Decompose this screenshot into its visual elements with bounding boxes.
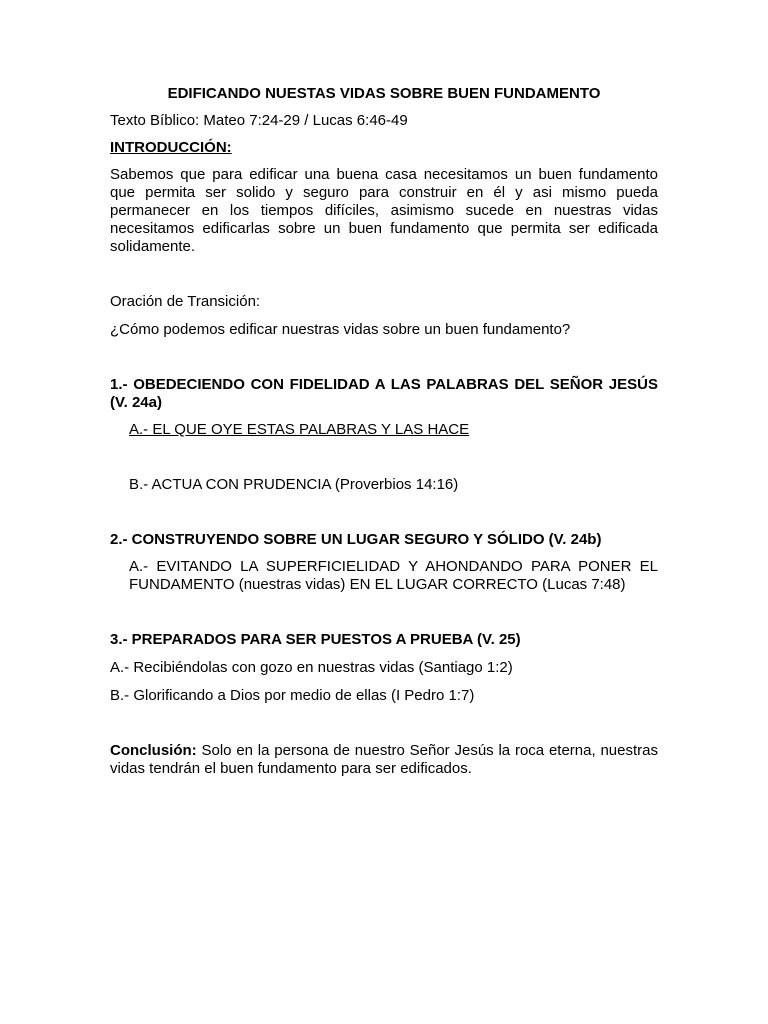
conclusion-label: Conclusión:: [110, 742, 197, 759]
point-3-subpoint-a: A.- Recibiéndolas con gozo en nuestras vidas (Santiago 1:2): [110, 659, 513, 676]
transition-question: ¿Cómo podemos edificar nuestras vidas sobre un buen fundamento?: [110, 321, 571, 338]
transition-label: Oración de Transición:: [110, 293, 261, 310]
intro-paragraph: Sabemos que para edificar una buena casa necesitamos un buen fundamento que permita ser solido y seguro para construir en él y asi mismo pueda permanecer en los tiempos difíciles, asimismo sucede en nuestras vidas necesitamos edificarlas sobre un buen fundamento que permita ser edificada solidamente.: [110, 166, 658, 255]
point-1-subpoint-a-text: A.- EL QUE OYE ESTAS PALABRAS Y LAS HACE: [129, 421, 470, 438]
point-1-subpoint-a: [110, 421, 658, 439]
point-1-subpoint-b: B.- ACTUA CON PRUDENCIA (Proverbios 14:16): [129, 476, 459, 493]
intro-heading: INTRODUCCIÓN:: [110, 139, 232, 156]
point-2-subpoint-a: A.- EVITANDO LA SUPERFICIELIDAD Y AHONDANDO PARA PONER EL FUNDAMENTO (nuestras vidas) EN EL LUGAR CORRECTO (Lucas 7:48): [129, 558, 658, 593]
point-3-heading: 3.- PREPARADOS PARA SER PUESTOS A PRUEBA (V. 25): [110, 631, 521, 648]
point-1-heading: 1.- OBEDECIENDO CON FIDELIDAD A LAS PALABRAS DEL SEÑOR JESÚS (V. 24a): [110, 376, 658, 411]
document-page: [110, 84, 658, 778]
bible-text-reference: Texto Bíblico: Mateo 7:24-29 / Lucas 6:46-49: [110, 112, 408, 129]
point-2-heading: 2.- CONSTRUYENDO SOBRE UN LUGAR SEGURO Y SÓLIDO (V. 24b): [110, 531, 602, 548]
point-3-subpoint-b: B.- Glorificando a Dios por medio de ellas (I Pedro 1:7): [110, 687, 475, 704]
conclusion-paragraph: [110, 742, 658, 778]
document-title: EDIFICANDO NUESTAS VIDAS SOBRE BUEN FUNDAMENTO: [167, 85, 601, 102]
conclusion-text: Solo en la persona de nuestro Señor Jesús la roca eterna, nuestras vidas tendrán el buen fundamento para ser edificados.: [110, 742, 658, 777]
